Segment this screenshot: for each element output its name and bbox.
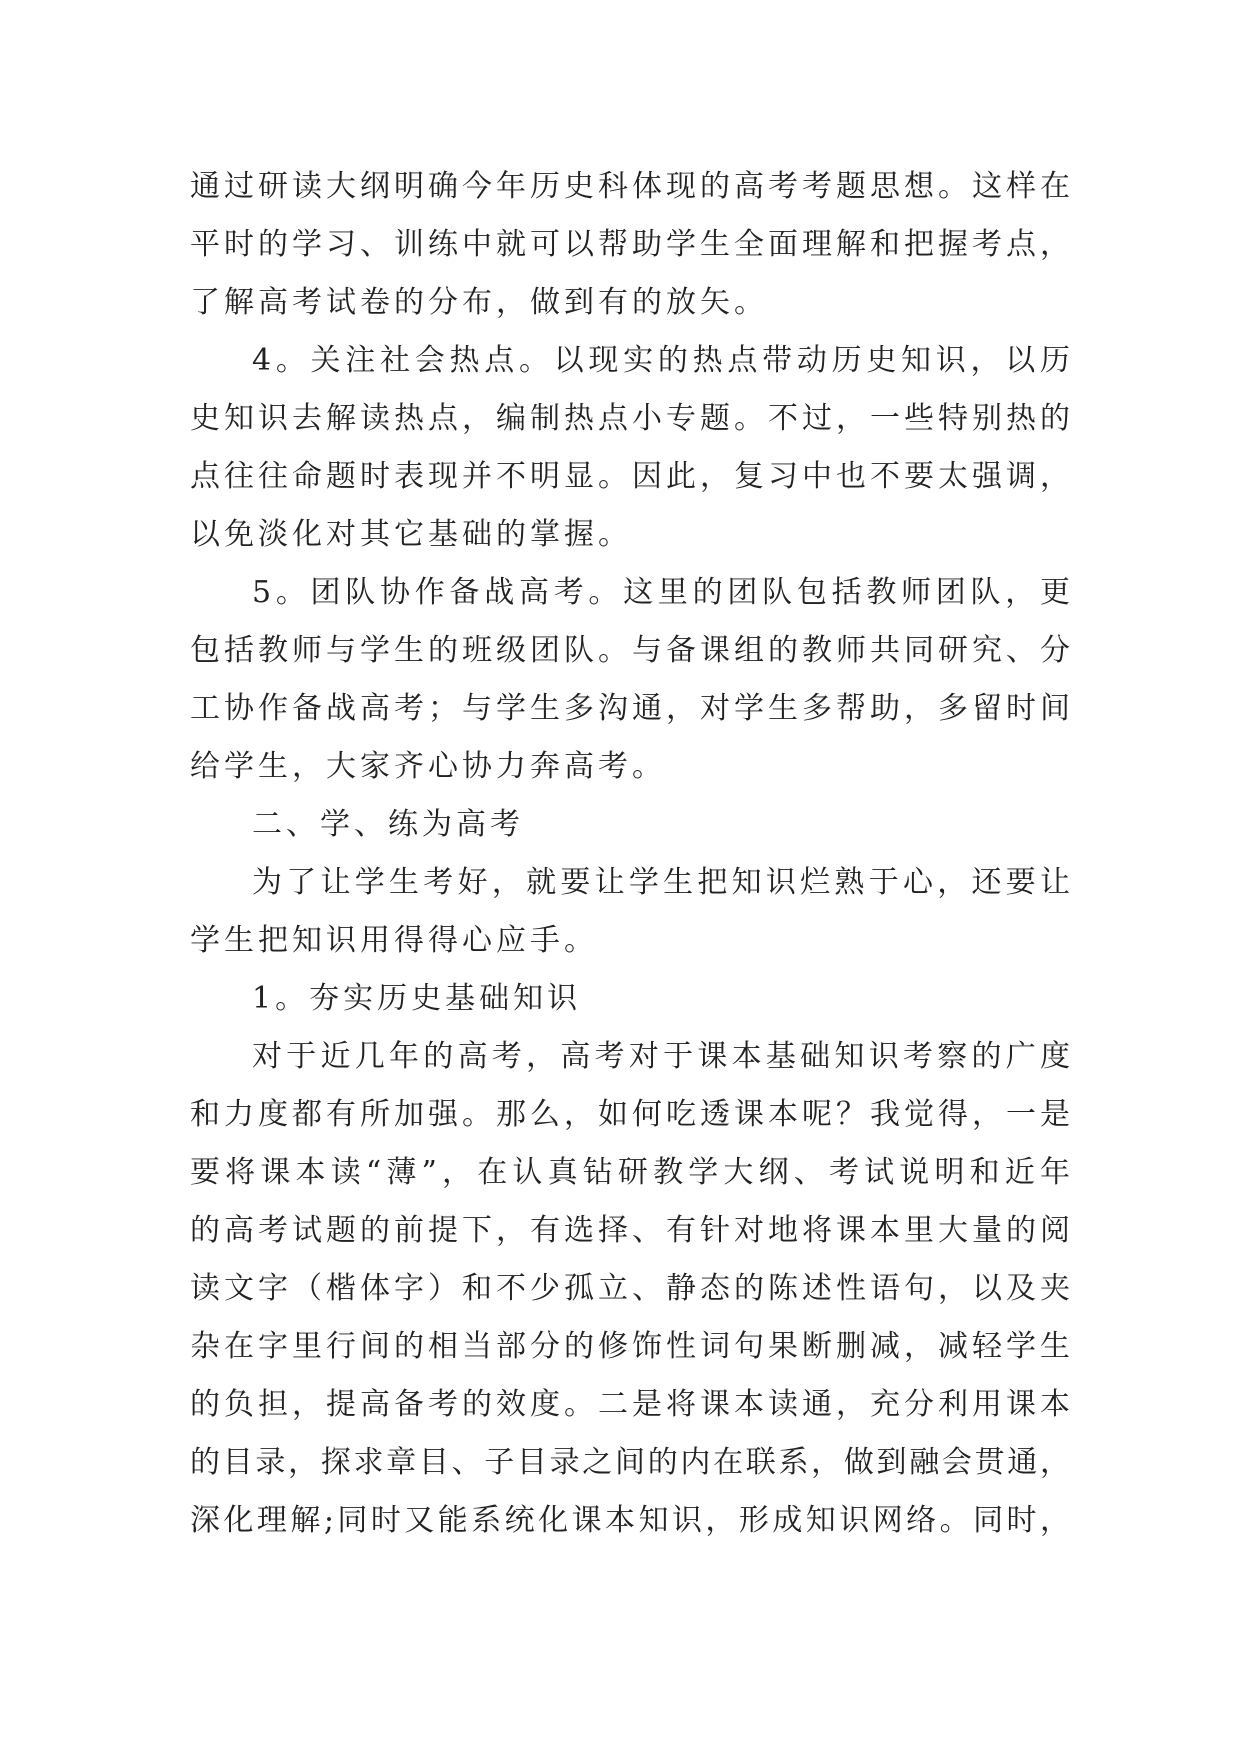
text-line: 的高考试题的前提下，有选择、有针对地将课本里大量的阅 [190, 1213, 1070, 1248]
text-line: 的目录，探求章目、子目录之间的内在联系，做到融会贯通， [190, 1445, 1070, 1480]
text-line: 和力度都有所加强。那么，如何吃透课本呢？我觉得，一是 [190, 1097, 1070, 1132]
text-line: 了解高考试卷的分布，做到有的放矢。 [190, 285, 768, 320]
text-line: 通过研读大纲明确今年历史科体现的高考考题思想。这样在 [190, 169, 1070, 204]
text-line: 的负担，提高备考的效度。二是将课本读通，充分利用课本 [190, 1387, 1070, 1422]
text-line: 史知识去解读热点，编制热点小专题。不过，一些特别热的 [190, 401, 1070, 436]
text-line: 深化理解;同时又能系统化课本知识，形成知识网络。同时， [190, 1503, 1070, 1538]
section-heading: 二、学、练为高考 [252, 807, 524, 842]
text-line: 4。关注社会热点。以现实的热点带动历史知识，以历 [252, 343, 1070, 378]
text-line: 点往往命题时表现并不明显。因此，复习中也不要太强调， [190, 459, 1070, 494]
text-line: 学生把知识用得得心应手。 [190, 923, 598, 958]
text-line: 为了让学生考好，就要让学生把知识烂熟于心，还要让 [252, 865, 1070, 900]
text-line: 杂在字里行间的相当部分的修饰性词句果断删减，减轻学生 [190, 1329, 1070, 1364]
text-line: 工协作备战高考；与学生多沟通，对学生多帮助，多留时间 [190, 691, 1070, 726]
text-line: 以免淡化对其它基础的掌握。 [190, 517, 632, 552]
text-line: 对于近几年的高考，高考对于课本基础知识考察的广度 [252, 1039, 1070, 1074]
text-line: 要将课本读“薄”，在认真钻研教学大纲、考试说明和近年 [190, 1155, 1070, 1190]
subsection-heading: 1。夯实历史基础知识 [252, 981, 582, 1016]
text-line: 读文字（楷体字）和不少孤立、静态的陈述性语句，以及夹 [190, 1271, 1070, 1306]
text-line: 包括教师与学生的班级团队。与备课组的教师共同研究、分 [190, 633, 1070, 668]
text-line: 平时的学习、训练中就可以帮助学生全面理解和把握考点， [190, 227, 1070, 262]
text-line: 5。团队协作备战高考。这里的团队包括教师团队，更 [252, 575, 1070, 610]
text-line: 给学生，大家齐心协力奔高考。 [190, 749, 666, 784]
body-text [190, 158, 1070, 1550]
